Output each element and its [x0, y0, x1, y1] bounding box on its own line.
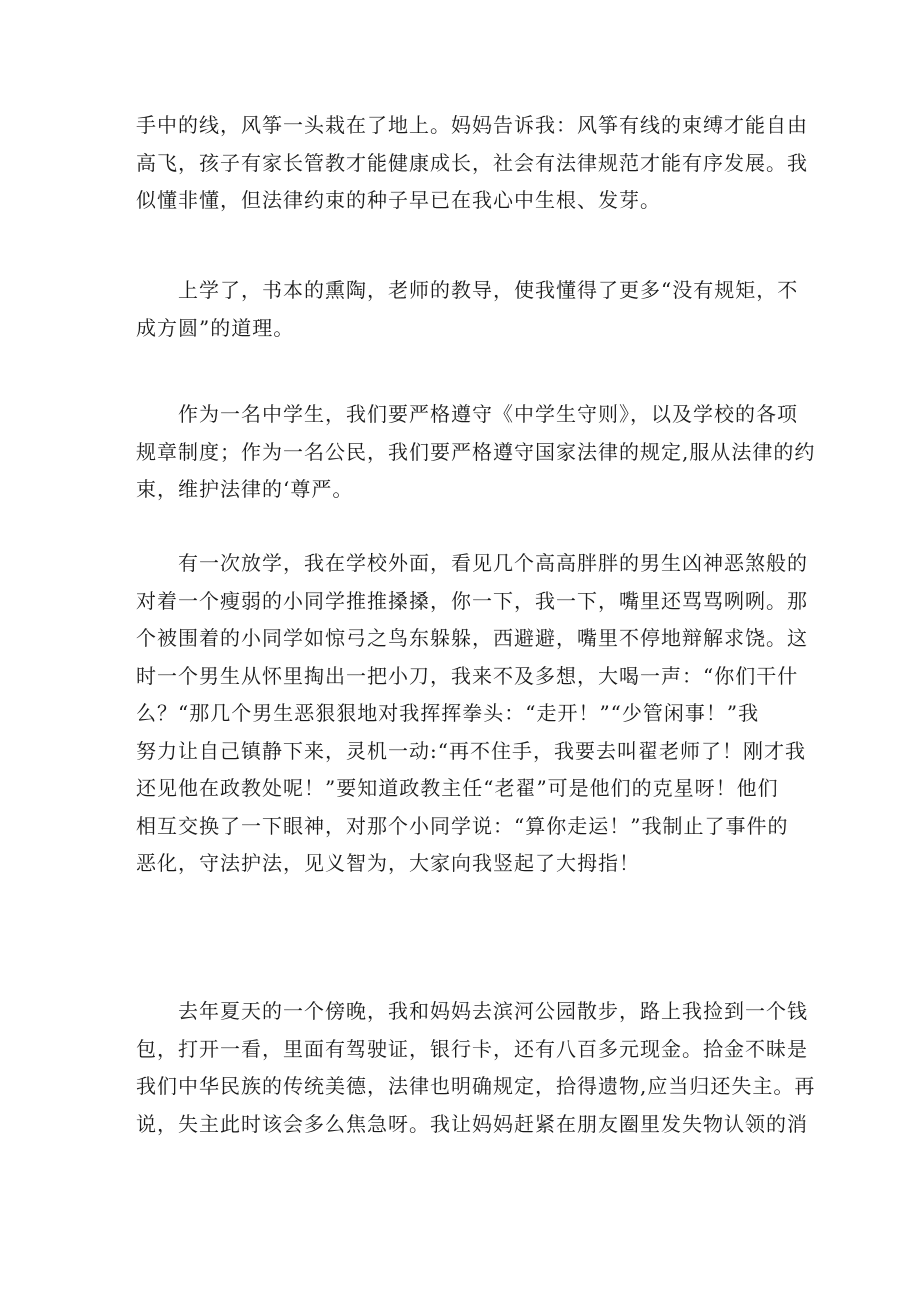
text-line: 成方圆”的道理。 [136, 315, 295, 340]
text-line: 作为一名中学生，我们要严格遵守《中学生守则》，以及学校的各项 [136, 402, 798, 426]
text-line: 对着一个瘦弱的小同学推推搡搡，你一下，我一下，嘴里还骂骂咧咧。那 [136, 588, 808, 613]
text-line: 还见他在政教处呢！”要知道政教主任“老翟”可是他们的克星呀！他们 [136, 776, 779, 800]
paragraph-school [136, 272, 799, 347]
text-line: 么？“那几个男生恶狠狠地对我挥挥拳头：“走开！”“少管闲事！”我 [136, 701, 760, 725]
paragraph-bullying-incident [136, 545, 808, 883]
paragraph-found-wallet [136, 993, 816, 1143]
text-line: 去年夏天的一个傍晚，我和妈妈去滨河公园散步，路上我捡到一个钱 [136, 999, 808, 1023]
text-line: 上学了，书本的熏陶，老师的教导，使我懂得了更多“没有规矩，不 [136, 278, 799, 302]
text-line: 束，维护法律的‘尊严。 [136, 477, 354, 501]
text-line: 个被围着的小同学如惊弓之鸟东躲躲，西避避，嘴里不停地辩解求饶。这 [136, 626, 808, 650]
text-line: 时一个男生从怀里掏出一把小刀，我来不及多想，大喝一声：“你们干什 [136, 663, 799, 688]
text-line: 努力让自己镇静下来，灵机一动:“再不住手，我要去叫翟老师了！刚才我 [136, 738, 806, 763]
text-line: 相互交换了一下眼神，对那个小同学说：“算你走运！”我制止了事件的 [136, 813, 789, 838]
text-line: 高飞，孩子有家长管教才能健康成长，社会有法律规范才能有序发展。我 [136, 150, 808, 175]
text-line: 说，失主此时该会多么焦急呀。我让妈妈赶紧在朋友圈里发失物认领的消 [136, 1111, 808, 1136]
paragraph-kite [136, 107, 808, 220]
text-line: 有一次放学，我在学校外面，看见几个高高胖胖的男生凶神恶煞般的 [136, 551, 808, 575]
text-line: 规章制度；作为一名公民，我们要严格遵守国家法律的规定,服从法律的约 [136, 439, 816, 464]
text-line: 手中的线，风筝一头栽在了地上。妈妈告诉我：风筝有线的束缚才能自由 [136, 113, 808, 137]
text-line: 我们中华民族的传统美德，法律也明确规定，拾得遗物,应当归还失主。再 [136, 1074, 816, 1098]
paragraph-student-rules [136, 396, 816, 509]
text-line: 似懂非懂，但法律约束的种子早已在我心中生根、发芽。 [136, 188, 661, 212]
text-line: 包，打开一看，里面有驾驶证，银行卡，还有八百多元现金。拾金不昧是 [136, 1036, 808, 1061]
text-line: 恶化，守法护法，见义智为，大家向我竖起了大拇指！ [136, 851, 640, 875]
